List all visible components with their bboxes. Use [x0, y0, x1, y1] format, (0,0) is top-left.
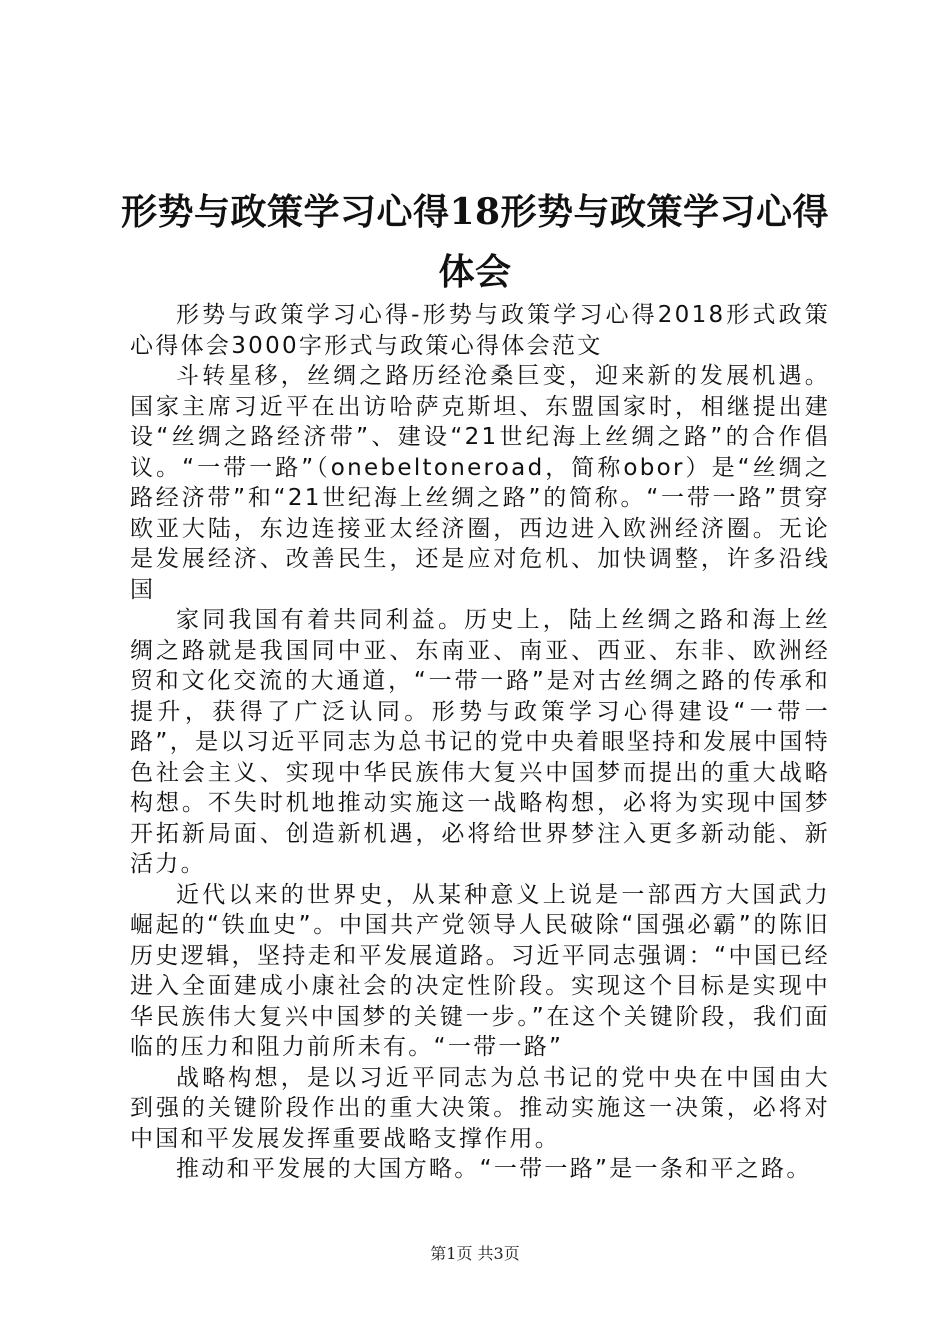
paragraph: 近代以来的世界史，从某种意义上说是一部西方大国武力崛起的“铁血史”。中国共产党领导人民破除“国强必霸”的陈旧历史逻辑，坚持走和平发展道路。习近平同志强调：“中国已经进入全面建成小康社会的决定性阶段。实现这个目标是实现中华民族伟大复兴中国梦的关键一步。”在这个关键阶段，我们面临的压力和阻力前所未有。“一带一路”: [130, 881, 830, 1060]
paragraph: 战略构想，是以习近平同志为总书记的党中央在中国由大到强的关键阶段作出的重大决策。推动实施这一决策，必将对中国和平发展发挥重要战略支撑作用。: [130, 1064, 830, 1152]
document-title: 形势与政策学习心得18形势与政策学习心得体会: [120, 191, 830, 293]
document-body: [130, 300, 830, 1185]
paragraph: 斗转星移，丝绸之路历经沧桑巨变，迎来新的发展机遇。国家主席习近平在出访哈萨克斯坦、东盟国家时，相继提出建设“丝绸之路经济带”、建设“21世纪海上丝绸之路”的合作倡议。“一带一路”（onebeltoneroad，简称obor）是“丝绸之路经济带”和“21世纪海上丝绸之路”的简称。“一带一路”贯穿欧亚大陆，东边连接亚太经济圈，西边进入欧洲经济圈。无论是发展经济、改善民生，还是应对危机、加快调整，许多沿线国: [130, 363, 830, 603]
paragraph: 推动和平发展的大国方略。“一带一路”是一条和平之路。: [176, 1156, 812, 1182]
page-number-footer: 第1页 共3页: [430, 1244, 520, 1263]
paragraph: 形势与政策学习心得-形势与政策学习心得2018形式政策心得体会3000字形式与政策心得体会范文: [130, 302, 830, 359]
paragraph: 家同我国有着共同利益。历史上，陆上丝绸之路和海上丝绸之路就是我国同中亚、东南亚、南亚、西亚、东非、欧洲经贸和文化交流的大通道，“一带一路”是对古丝绸之路的传承和提升，获得了广泛认同。形势与政策学习心得建设“一带一路”，是以习近平同志为总书记的党中央着眼坚持和发展中国特色社会主义、实现中华民族伟大复兴中国梦而提出的重大战略构想。不失时机地推动实施这一战略构想，必将为实现中国梦开拓新局面、创造新机遇，必将给世界梦注入更多新动能、新活力。: [130, 607, 830, 877]
